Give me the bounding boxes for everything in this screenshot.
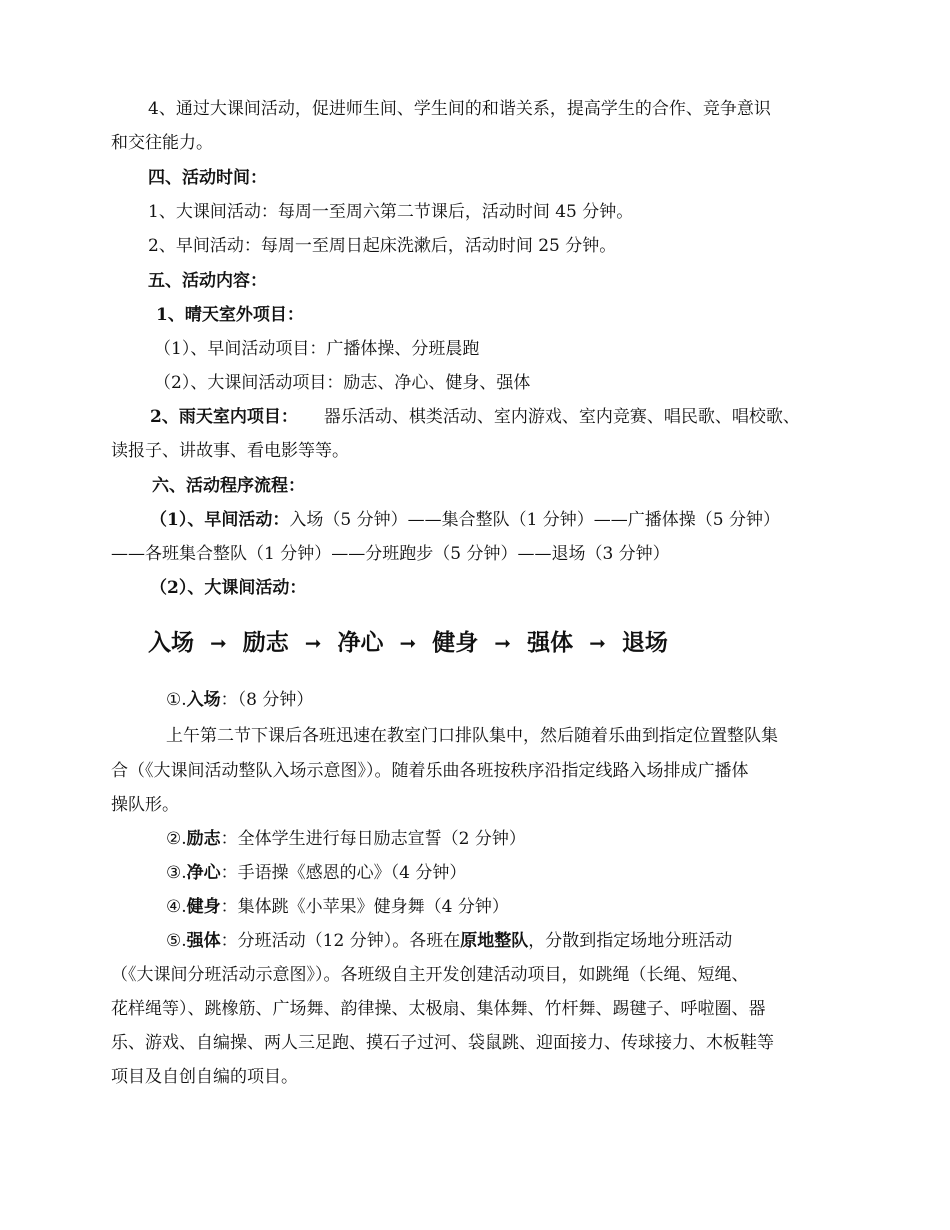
step-number: ⑤. [166,931,187,951]
flow-step: 退场 [621,630,668,656]
step-number: ③. [166,863,187,883]
step-number: ④. [166,897,187,917]
flow-step: 入场 [148,630,194,656]
step-1-heading [166,690,313,710]
arrow-right-icon: ➞ [589,631,606,655]
arrow-right-icon: ➞ [399,631,417,655]
arrow-right-icon: ➞ [210,631,227,655]
step-number: ①. [166,690,187,710]
step-2-line [166,829,526,849]
time-item-2: 2、早间活动：每周一至周日起床洗漱后，活动时间 25 分钟。 [148,236,617,256]
step-emphasis: 原地整队 [460,931,529,951]
step-label: 健身 [186,897,221,917]
rainy-label: 2、雨天室内项目： [150,407,298,427]
flow-step: 健身 [432,630,479,656]
flow-step: 励志 [242,630,289,656]
step-5-text-line5: 项目及自创自编的项目。 [111,1067,298,1087]
morning-label: （1）、早间活动： [150,510,290,530]
section-5-heading: 五、活动内容： [148,271,267,291]
flow-step: 强体 [527,630,574,656]
arrow-right-icon: ➞ [494,631,512,655]
step-label: 强体 [186,931,221,951]
flow-step: 净心 [337,630,384,656]
rainy-text: 器乐活动、棋类活动、室内游戏、室内竞赛、唱民歌、唱校歌、 [323,407,800,427]
step-detail: ：全体学生进行每日励志宣誓（2 分钟） [220,829,526,849]
rainy-line1 [150,407,800,427]
step-detail: ：分班活动（12 分钟）。各班在 [220,931,461,951]
step-4-line [166,897,509,917]
step-detail: ：（8 分钟） [220,690,314,710]
step-3-line [166,863,466,883]
step-detail: ：集体跳《小苹果》健身舞（4 分钟） [220,897,509,917]
section-4-heading: 四、活动时间： [148,168,267,188]
step-number: ②. [166,829,187,849]
step-label: 励志 [186,829,221,849]
break-activity-label: （2）、大课间活动： [150,578,307,598]
step-detail: ，分散到指定场地分班活动 [528,931,733,951]
morning-flow-line1 [150,510,780,530]
step-1-text-line2: 合（《大课间活动整队入场示意图》）。随着乐曲各班按秩序沿指定线路入场排成广播体 [111,761,749,781]
step-1-text-line1: 上午第二节下课后各班迅速在教室门口排队集中，然后随着乐曲到指定位置整队集 [166,726,778,746]
section-6-heading: 六、活动程序流程： [152,476,305,496]
step-5-text-line2: （《大课间分班活动示意图》）。各班级自主开发创建活动项目，如跳绳（长绳、短绳、 [111,965,749,985]
goal-4-line1: 4、通过大课间活动，促进师生间、学生间的和谐关系，提高学生的合作、竞争意识 [148,99,771,119]
step-5-text-line4: 乐、游戏、自编操、两人三足跑、摸石子过河、袋鼠跳、迎面接力、传球接力、木板鞋等 [111,1033,774,1053]
sunny-heading: 1、晴天室外项目： [156,305,304,325]
morning-flow-line2: ——各班集合整队（1 分钟）——分班跑步（5 分钟）——退场（3 分钟） [111,544,670,564]
sunny-item-1: （1）、早间活动项目：广播体操、分班晨跑 [154,339,480,359]
break-activity-flow [148,628,668,658]
goal-4-line2: 和交往能力。 [111,133,213,153]
rainy-line2: 读报子、讲故事、看电影等等。 [111,441,349,461]
morning-text: 入场（5 分钟）——集合整队（1 分钟）——广播体操（5 分钟） [289,510,781,530]
step-5-line1 [166,931,732,951]
step-detail: ：手语操《感恩的心》（4 分钟） [220,863,467,883]
arrow-right-icon: ➞ [304,631,322,655]
sunny-item-2: （2）、大课间活动项目：励志、净心、健身、强体 [154,373,531,393]
time-item-1: 1、大课间活动：每周一至周六第二节课后，活动时间 45 分钟。 [148,202,634,222]
step-5-text-line3: 花样绳等）、跳橡筋、广场舞、韵律操、太极扇、集体舞、竹杆舞、踢毽子、呼啦圈、器 [111,999,766,1019]
step-label: 入场 [186,690,221,710]
step-label: 净心 [186,863,221,883]
step-1-text-line3: 操队形。 [111,795,179,815]
